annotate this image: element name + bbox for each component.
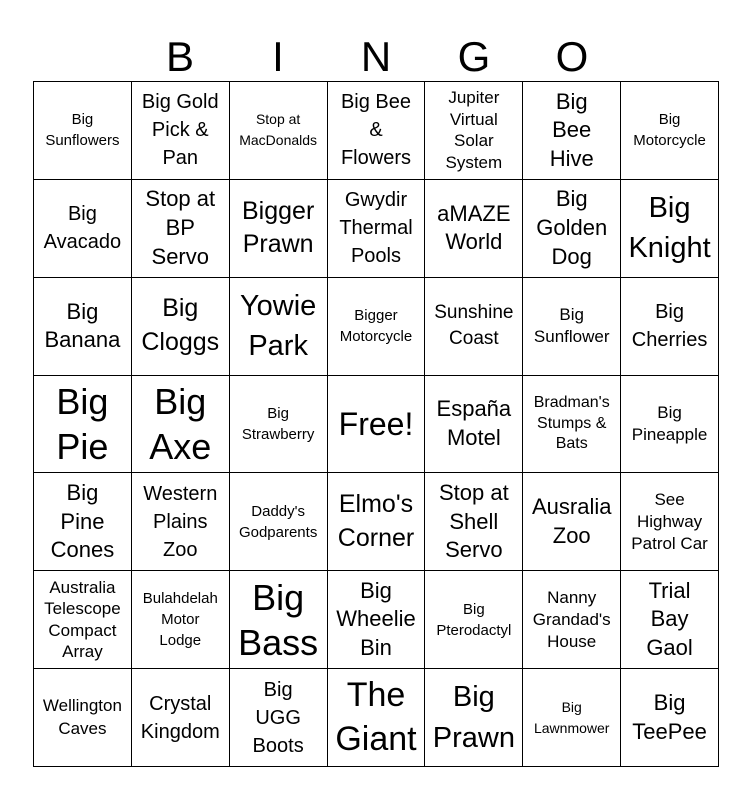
bingo-cell[interactable]	[425, 376, 523, 474]
bingo-cell[interactable]	[328, 180, 426, 278]
bingo-cell[interactable]	[328, 82, 426, 180]
bingo-cell[interactable]	[132, 82, 230, 180]
bingo-cell[interactable]	[132, 278, 230, 376]
bingo-cell[interactable]	[328, 473, 426, 571]
cell-text: Stop at Shell Servo	[438, 479, 509, 563]
bingo-cell[interactable]	[621, 278, 719, 376]
bingo-cell[interactable]	[621, 376, 719, 474]
cell-text: Big Pterodactyl	[436, 600, 512, 639]
cell-text: Stop at BP Servo	[145, 186, 216, 269]
bingo-cell[interactable]	[34, 473, 132, 571]
bingo-cell[interactable]	[523, 180, 621, 278]
bingo-cell[interactable]	[132, 180, 230, 278]
cell-text: Big Motorcycle	[633, 111, 706, 150]
bingo-cell[interactable]	[34, 376, 132, 474]
cell-text: Australia Telescope Compact Array	[44, 577, 121, 662]
cell-text: Bigger Motorcycle	[339, 307, 413, 346]
cell-text: Big Bass	[238, 576, 319, 663]
bingo-cell[interactable]	[328, 278, 426, 376]
bingo-cell[interactable]	[230, 376, 328, 474]
header-letter-i: I	[272, 33, 284, 80]
cell-text: Yowie Park	[239, 289, 317, 363]
cell-text: Jupiter Virtual Solar System	[445, 88, 503, 172]
cell-text: Big Bee Hive	[549, 88, 594, 171]
bingo-cell[interactable]	[425, 180, 523, 278]
header-letter-b: B	[165, 33, 194, 80]
bingo-cell[interactable]	[523, 669, 621, 767]
bingo-cell[interactable]	[34, 571, 132, 669]
cell-text: Big Axe	[149, 380, 212, 467]
cell-text: Big Gold Pick & Pan	[141, 91, 219, 170]
bingo-cell[interactable]	[34, 180, 132, 278]
cell-text: aMAZE World	[437, 200, 511, 255]
bingo-cell[interactable]	[230, 82, 328, 180]
cell-text: Big Bee & Flowers	[340, 91, 412, 170]
bingo-cell[interactable]	[230, 669, 328, 767]
cell-text: Bigger Prawn	[242, 196, 315, 259]
cell-text: Big Pie	[56, 380, 109, 467]
cell-text: Big Avacado	[43, 203, 122, 254]
cell-text: Crystal Kingdom	[140, 692, 220, 743]
cell-text: Stop at MacDonalds	[239, 111, 318, 149]
bingo-board	[33, 81, 719, 767]
cell-text: Big Wheelie Bin	[336, 577, 416, 660]
cell-text: Western Plains Zoo	[143, 482, 218, 561]
bingo-cell[interactable]	[621, 571, 719, 669]
cell-text: Big Lawnmower	[533, 698, 610, 736]
bingo-cell[interactable]	[523, 278, 621, 376]
cell-text: Big UGG Boots	[252, 678, 304, 757]
cell-text: España Motel	[436, 396, 512, 450]
bingo-cell[interactable]	[425, 473, 523, 571]
cell-text: The Giant	[335, 676, 417, 758]
cell-text: Big Cloggs	[141, 294, 220, 357]
bingo-cell[interactable]	[523, 571, 621, 669]
cell-text: Sunshine Coast	[434, 301, 514, 350]
cell-text: Nanny Grandad's House	[532, 587, 611, 651]
cell-text: Trial Bay Gaol	[646, 577, 693, 660]
bingo-cell[interactable]	[132, 473, 230, 571]
bingo-cell[interactable]	[230, 180, 328, 278]
bingo-cell[interactable]	[34, 278, 132, 376]
cell-text: Gwydir Thermal Pools	[339, 189, 413, 268]
cell-text: Big Pine Cones	[50, 479, 115, 563]
header-letter-n: N	[360, 33, 392, 80]
cell-text: Big Sunflower	[533, 305, 610, 347]
cell-text: Big Banana	[44, 298, 121, 353]
bingo-cell[interactable]	[621, 669, 719, 767]
bingo-cell[interactable]	[523, 82, 621, 180]
bingo-cell[interactable]	[132, 571, 230, 669]
bingo-cell[interactable]	[34, 669, 132, 767]
cell-text: Big Golden Dog	[536, 186, 608, 269]
cell-text: Wellington Caves	[42, 696, 122, 738]
bingo-cell[interactable]	[425, 571, 523, 669]
cell-text: Big Pineapple	[631, 402, 708, 444]
bingo-cell[interactable]	[523, 473, 621, 571]
bingo-cell[interactable]	[132, 669, 230, 767]
bingo-cell[interactable]	[425, 669, 523, 767]
cell-text: Bradman's Stumps & Bats	[533, 393, 610, 453]
cell-text: Big Sunflowers	[45, 111, 120, 150]
header-letter-g: G	[457, 33, 491, 80]
cell-text: Bulahdelah Motor Lodge	[142, 590, 218, 650]
header-letter-o: O	[555, 33, 589, 80]
bingo-cell[interactable]	[132, 376, 230, 474]
cell-text: Big Prawn	[432, 680, 515, 754]
bingo-header	[33, 34, 719, 80]
bingo-cell[interactable]	[621, 82, 719, 180]
cell-text: Elmo's Corner	[337, 490, 415, 552]
bingo-cell[interactable]	[425, 82, 523, 180]
cell-text: Free!	[338, 405, 414, 442]
bingo-cell[interactable]	[425, 278, 523, 376]
bingo-cell[interactable]	[230, 473, 328, 571]
bingo-cell[interactable]	[328, 571, 426, 669]
cell-text: Big TeePee	[632, 689, 707, 744]
cell-text: Daddy's Godparents	[238, 502, 318, 541]
bingo-cell[interactable]	[523, 376, 621, 474]
bingo-cell[interactable]	[230, 278, 328, 376]
bingo-cell[interactable]	[230, 571, 328, 669]
bingo-cell[interactable]	[328, 376, 426, 474]
bingo-cell[interactable]	[621, 180, 719, 278]
bingo-cell[interactable]	[34, 82, 132, 180]
cell-text: Ausralia Zoo	[531, 494, 612, 548]
cell-text: See Highway Patrol Car	[631, 489, 708, 553]
cell-text: Big Cherries	[631, 301, 708, 352]
cell-text: Big Strawberry	[241, 404, 315, 443]
bingo-cell[interactable]	[328, 669, 426, 767]
bingo-cell[interactable]	[621, 473, 719, 571]
cell-text: Big Knight	[628, 191, 711, 265]
